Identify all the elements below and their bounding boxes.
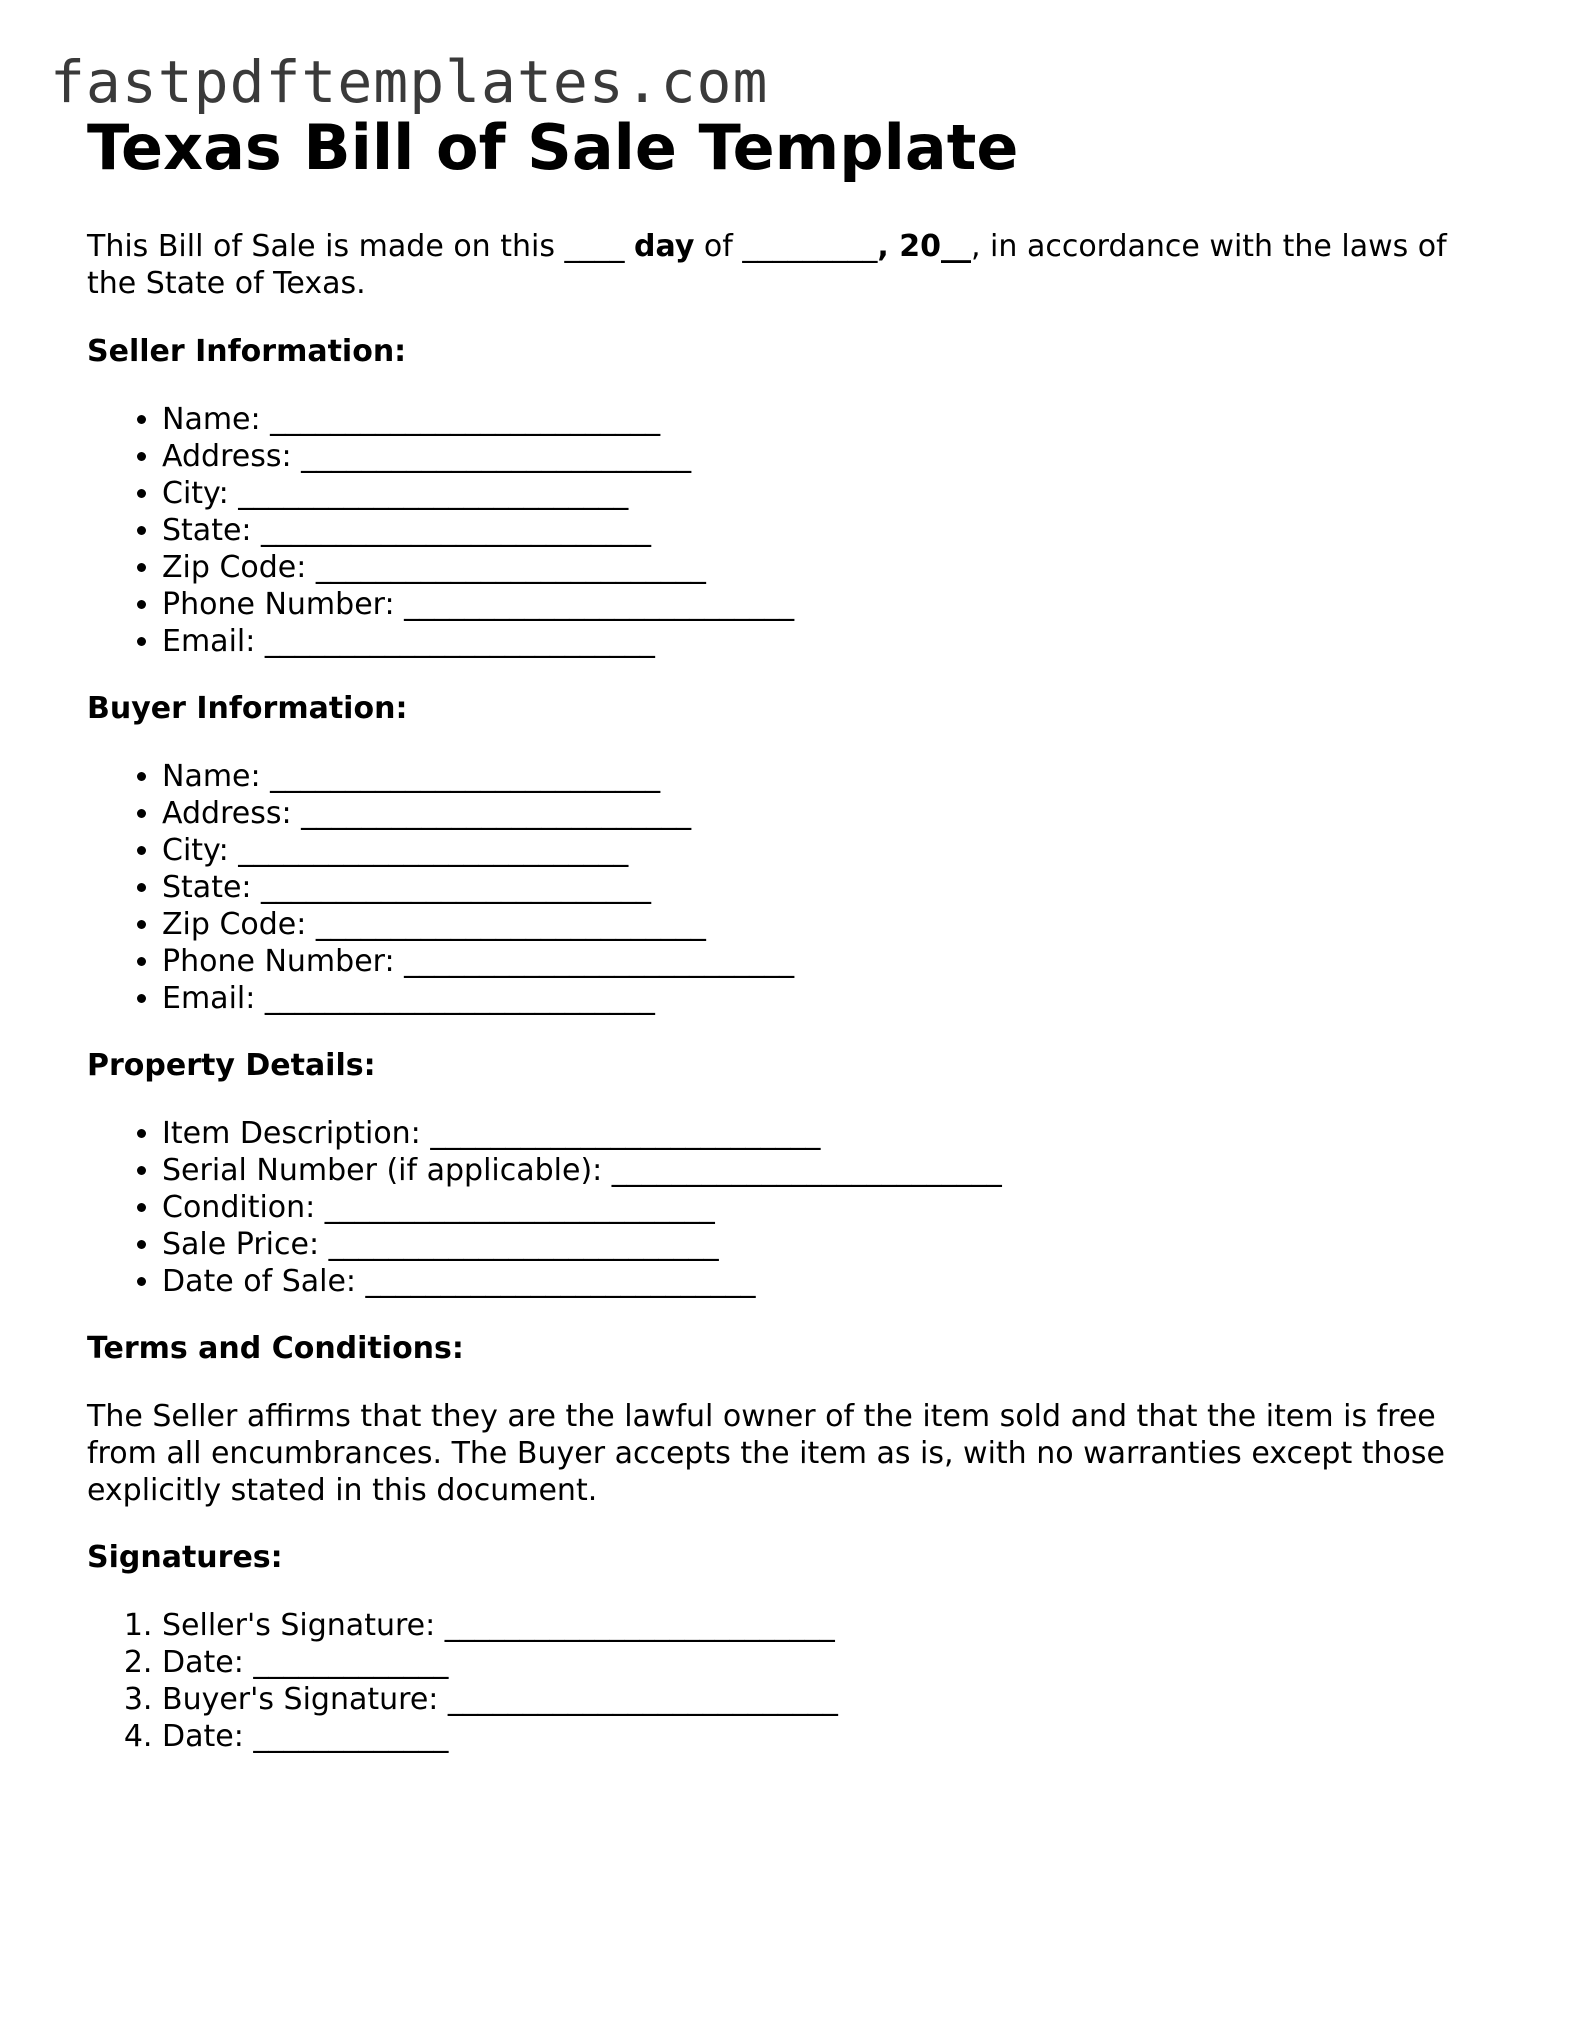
seller-address-field: • Address: __________________________ — [162, 438, 1497, 475]
item-description-field: • Item Description: __________________________ — [162, 1115, 1497, 1152]
intro-text-2: of _________ — [694, 229, 878, 264]
buyer-list — [87, 758, 1497, 1017]
intro-paragraph — [87, 228, 1497, 302]
intro-day: day — [634, 229, 695, 264]
property-heading: Property Details: — [87, 1048, 376, 1083]
seller-heading: Seller Information: — [87, 334, 407, 369]
intro-text-3: , in accordance with the laws of the State of Texas. — [87, 229, 1447, 301]
intro-text-1: This Bill of Sale is made on this ____ — [87, 229, 635, 264]
seller-date-field: 2. Date: _____________ — [162, 1644, 1497, 1681]
sale-price-field: • Sale Price: __________________________ — [162, 1226, 1497, 1263]
seller-name-field: • Name: __________________________ — [162, 401, 1497, 438]
terms-heading: Terms and Conditions: — [87, 1331, 464, 1366]
buyer-heading: Buyer Information: — [87, 691, 408, 726]
page-title: Texas Bill of Sale Template — [87, 111, 1019, 184]
seller-state-field: • State: __________________________ — [162, 512, 1497, 549]
serial-number-field: • Serial Number (if applicable): __________________________ — [162, 1152, 1497, 1189]
seller-zip-field: • Zip Code: __________________________ — [162, 549, 1497, 586]
seller-list — [87, 401, 1497, 660]
buyer-signature-field: 3. Buyer's Signature: __________________________ — [162, 1681, 1497, 1718]
watermark: fastpdftemplates.com — [50, 48, 769, 116]
property-list — [87, 1115, 1497, 1300]
condition-field: • Condition: __________________________ — [162, 1189, 1497, 1226]
buyer-address-field: • Address: __________________________ — [162, 795, 1497, 832]
signatures-heading: Signatures: — [87, 1540, 283, 1575]
signatures-list — [87, 1607, 1497, 1755]
buyer-name-field: • Name: __________________________ — [162, 758, 1497, 795]
document-body — [87, 108, 1497, 1755]
date-of-sale-field: • Date of Sale: __________________________ — [162, 1263, 1497, 1300]
buyer-state-field: • State: __________________________ — [162, 869, 1497, 906]
seller-signature-field: 1. Seller's Signature: __________________________ — [162, 1607, 1497, 1644]
buyer-phone-field: • Phone Number: __________________________ — [162, 943, 1497, 980]
buyer-email-field: • Email: __________________________ — [162, 980, 1497, 1017]
terms-paragraph: The Seller affirms that they are the lawful owner of the item sold and that the item is free from all encumbrances. The Buyer accepts the item as is, with no warranties except those explicitly stated in this document. — [87, 1399, 1445, 1508]
seller-city-field: • City: __________________________ — [162, 475, 1497, 512]
buyer-city-field: • City: __________________________ — [162, 832, 1497, 869]
intro-year: , 20__ — [877, 229, 971, 264]
buyer-date-field: 4. Date: _____________ — [162, 1718, 1497, 1755]
seller-email-field: • Email: __________________________ — [162, 623, 1497, 660]
seller-phone-field: • Phone Number: __________________________ — [162, 586, 1497, 623]
buyer-zip-field: • Zip Code: __________________________ — [162, 906, 1497, 943]
